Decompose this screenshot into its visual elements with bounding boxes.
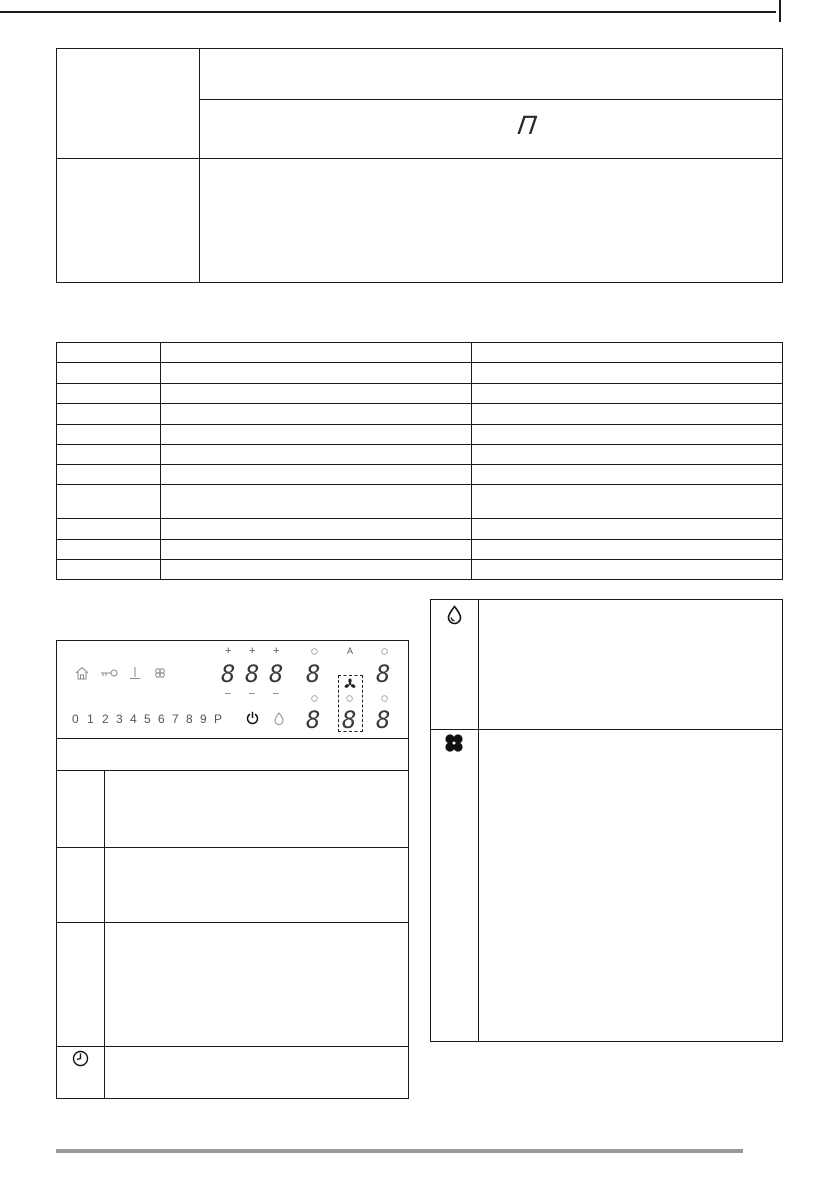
table-one-row-divider	[57, 158, 782, 159]
plus-sign: +	[225, 645, 232, 657]
plus-sign: +	[273, 645, 280, 657]
minus-sign: –	[249, 688, 255, 699]
clock-icon	[381, 648, 388, 655]
table-col-divider	[104, 770, 105, 1098]
table-row-divider	[431, 729, 782, 730]
right-lower-table	[430, 599, 783, 1042]
table-row-divider	[57, 518, 782, 519]
number-key-2[interactable]: 2	[102, 712, 109, 726]
number-key-5[interactable]: 5	[144, 712, 151, 726]
number-key-9[interactable]: 9	[200, 712, 207, 726]
table-row-divider	[57, 383, 782, 384]
number-key-0[interactable]: 0	[72, 712, 79, 726]
clock-icon	[311, 648, 318, 655]
display-n-symbol: Π	[515, 111, 539, 140]
left-lower-table	[56, 739, 409, 1099]
table-row-divider	[57, 362, 782, 363]
minus-sign: –	[273, 688, 279, 699]
plus-sign: +	[249, 645, 256, 657]
seven-segment-digit: 8	[245, 660, 260, 688]
number-key-p[interactable]: P	[214, 712, 223, 726]
table-row-divider	[57, 770, 408, 771]
number-key-7[interactable]: 7	[172, 712, 179, 726]
control-panel-diagram	[56, 640, 409, 739]
number-key-6[interactable]: 6	[158, 712, 165, 726]
fan-icon	[344, 678, 356, 690]
table-row-divider	[57, 424, 782, 425]
seven-segment-digit: 8	[221, 660, 236, 688]
drop-icon	[447, 605, 462, 625]
number-key-1[interactable]: 1	[87, 712, 94, 726]
filter-clover-icon	[154, 667, 166, 679]
key-lock-icon	[100, 668, 118, 678]
minus-sign: –	[225, 688, 231, 699]
table-col-divider	[478, 600, 479, 1041]
table-two-col1	[160, 343, 161, 579]
pan-detection-icon	[129, 666, 141, 680]
number-key-3[interactable]: 3	[116, 712, 123, 726]
crop-mark-top	[779, 0, 781, 22]
table-row-divider	[57, 847, 408, 848]
auto-label: A	[347, 646, 354, 656]
table-one-col-divider	[199, 49, 200, 282]
table-row-divider	[57, 1046, 408, 1047]
footer-bar	[56, 1149, 743, 1153]
drop-icon[interactable]	[274, 712, 284, 725]
table-row-divider	[57, 539, 782, 540]
table-one-subrow-divider	[199, 99, 782, 100]
seven-segment-digit: 8	[342, 706, 357, 734]
clock-icon	[381, 695, 388, 702]
timer-clock-icon	[72, 1050, 89, 1067]
table-row-divider	[57, 922, 408, 923]
table-row-divider	[57, 403, 782, 404]
seven-segment-digit: 8	[269, 660, 284, 688]
table-row-divider	[57, 484, 782, 485]
power-icon[interactable]	[246, 711, 259, 725]
home-icon	[75, 666, 89, 680]
crop-line-top	[0, 11, 776, 13]
table-row-divider	[57, 464, 782, 465]
number-key-4[interactable]: 4	[130, 712, 137, 726]
filter-clover-icon	[444, 733, 464, 753]
clock-icon	[311, 695, 318, 702]
seven-segment-digit: 8	[376, 660, 391, 688]
table-two-col2	[471, 343, 472, 579]
table-two	[56, 342, 783, 580]
seven-segment-digit: 8	[306, 706, 321, 734]
table-one	[56, 48, 783, 283]
seven-segment-digit: 8	[376, 706, 391, 734]
table-row-divider	[57, 559, 782, 560]
number-key-8[interactable]: 8	[186, 712, 193, 726]
seven-segment-digit: 8	[306, 660, 321, 688]
table-row-divider	[57, 444, 782, 445]
